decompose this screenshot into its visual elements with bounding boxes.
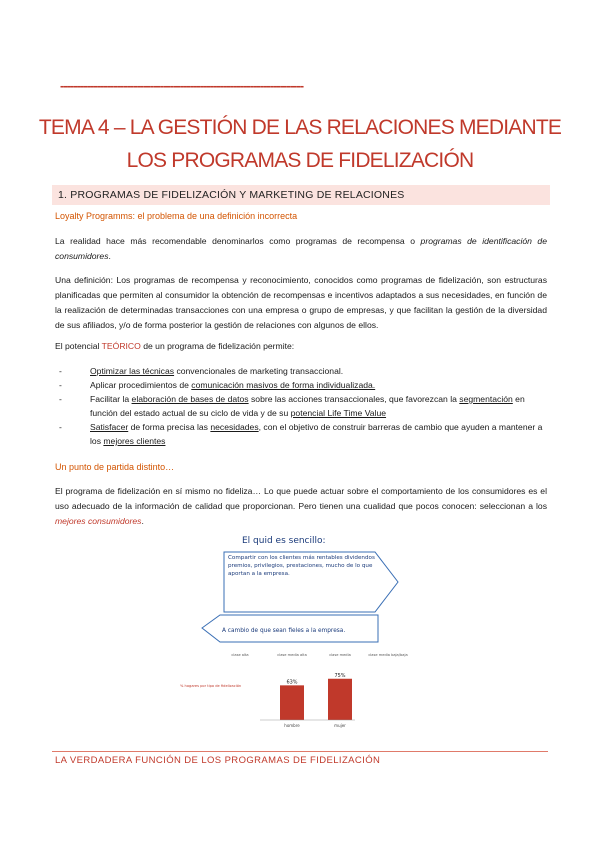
decorative-dashes: -------------------------------------------------------------------------: [60, 78, 304, 93]
class-label: clase media: [329, 653, 351, 657]
classes-row: [231, 653, 407, 657]
list-item: - Aplicar procedimientos de comunicación masivos de forma individualizada.: [55, 378, 547, 392]
bar-chart: [280, 673, 352, 728]
bar-value-label: 75%: [334, 672, 346, 679]
section-heading: 1. PROGRAMAS DE FIDELIZACIÓN Y MARKETING DE RELACIONES: [52, 185, 550, 205]
class-label: clase media alta: [277, 653, 307, 657]
figure-box2-text: A cambio de que sean fieles a la empresa.: [222, 628, 346, 634]
chart-caption: % hogares por tipo de fidelización: [180, 684, 242, 688]
bar-mujer: [328, 679, 352, 720]
bar-value-label: 63%: [286, 679, 298, 686]
fidelization-figure: [180, 530, 420, 740]
class-label: clase alta: [231, 653, 249, 657]
paragraph-programa: El programa de fidelización en sí mismo no fideliza… Lo que puede actuar sobre el comportamiento de los consumidores es el uso adecuado de la información de calidad que proporcionan. Pero tienen una cualidad que pocos conocen: seleccionan a los mejores consumidores.: [55, 486, 547, 526]
subheading-punto-partida: Un punto de partida distinto…: [55, 462, 175, 472]
paragraph-potencial: El potencial TEÓRICO de un programa de fidelización permite:: [55, 341, 295, 351]
class-label: clase media baja/baja: [368, 653, 408, 657]
subheading-loyalty: Loyalty Programms: el problema de una definición incorrecta: [55, 211, 298, 221]
list-item: - Satisfacer de forma precisa las necesidades, con el objetivo de construir barreras de cambio que ayuden a mantener a los mejores clientes: [55, 420, 547, 448]
bar-category-label: mujer: [334, 723, 346, 728]
footer-text: LA VERDADERA FUNCIÓN DE LOS PROGRAMAS DE FIDELIZACIÓN: [55, 755, 381, 766]
page-title-line1: TEMA 4 – LA GESTIÓN DE LAS RELACIONES MEDIANTE: [38, 116, 562, 139]
paragraph-definicion: Una definición: Los programas de recompensa y reconocimiento, conocidos como programas de fidelización, son estructuras planificadas que permiten al consumidor la obtención de recompensas e incentivos adaptados a sus necesidades, en función de la realización de determinadas transacciones con una empresa o grupo de empresas, y que facilitan la gestión de la diversidad de sus afiliados, y/o de forma posterior la gestión de relaciones con algunos de ellos.: [55, 275, 547, 330]
list-item: - Facilitar la elaboración de bases de datos sobre las acciones transaccionales, que favorezcan la segmentación en función del estado actual de su ciclo de vida y de su potencial Life Time Value: [55, 392, 547, 420]
footer-divider: [52, 751, 548, 752]
paragraph-recompensa: La realidad hace más recomendable denominarlos como programas de recompensa o programas de identificación de consumidores.: [55, 236, 547, 261]
figure-box1-text: Compartir con los clientes más rentables dividendos premios, privilegios, prestaciones, mucho de lo que aportan a la empresa.: [228, 555, 375, 577]
bar-category-label: hombre: [284, 723, 300, 728]
page-title-line2: LOS PROGRAMAS DE FIDELIZACIÓN: [126, 149, 474, 172]
bar-hombre: [280, 685, 304, 720]
potential-list: [55, 364, 547, 448]
figure-title: El quid es sencillo:: [242, 536, 326, 546]
list-item: - Optimizar las técnicas convencionales de marketing transaccional.: [55, 364, 547, 378]
